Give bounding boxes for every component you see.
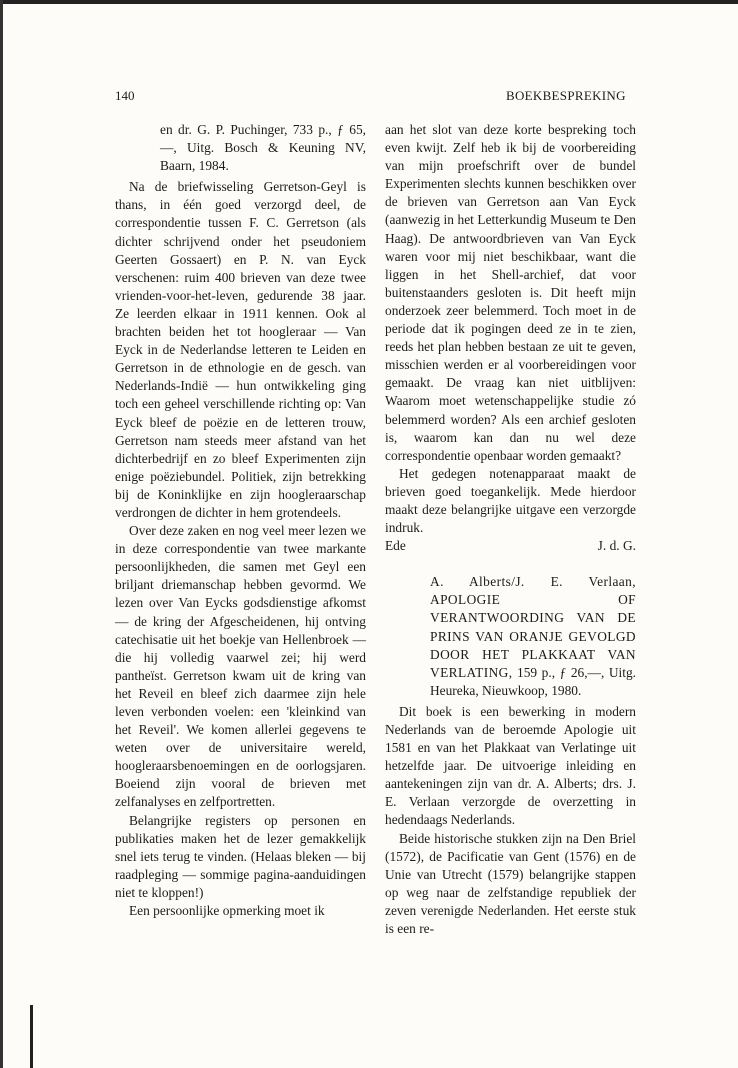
signoff-initials: J. d. G. [597, 538, 636, 554]
body-paragraph-3: Belangrijke registers op personen en publikaties maken het de lezer gemakkelijk snel iets terug te vinden. (Helaas bleken — bij raadpleging — sommige pagina-aanduidingen niet te kloppen!) [115, 812, 366, 900]
review-signoff [385, 537, 636, 555]
scan-edge-bottom-left [30, 1005, 33, 1068]
reference-title: A. Alberts/J. E. Verlaan, APOLOGIE OF VERANTWOORDING VAN DE PRINS VAN ORANJE GEVOLGD DOOR HET PLAKKAAT VAN VERLATING, [430, 574, 636, 680]
body-paragraph-notes: Het gedegen notenapparaat maakt de brieven goed toegankelijk. Mede hierdoor maakt deze belangrijke uitgave een verzorgde indruk. [385, 465, 636, 536]
page-number: 140 [115, 88, 135, 103]
book-reference [385, 573, 636, 700]
right-column [385, 121, 636, 938]
body-paragraph-review-2: Beide historische stukken zijn na Den Briel (1572), de Pacificatie van Gent (1576) en de Unie van Utrecht (1579) belangrijke stappen op weg naar de zelfstandige republiek der zeven verenigde Nederlanden. Het eerste stuk is een re- [385, 830, 636, 937]
signoff-place: Ede [385, 538, 406, 554]
body-paragraph-2: Over deze zaken en nog veel meer lezen we in deze correspondentie van twee markante persoonlijkheden, die samen met Geyl een briljant driemanschap hebben gevormd. We lezen over Van Eycks godsdienstige afkomst — de kring der Afgescheidenen, hij ontving catechisatie uit het boekje van Hellenbroek — die hij volledig vaarwel zei; hij werd pantheïst. Gerretson kwam uit de kring van het Reveil en bleef zich daarmee zijn hele leven verbonden voelen: een 'kleinkind van het Reveil'. We komen allerlei gegevens te weten over de universitaire wereld, hoogleraarsbenoemingen en de oorlogsjaren. Boeiend zijn vooral de brieven met zelfanalyses en zelfportretten. [115, 523, 366, 810]
body-paragraph-1: Na de briefwisseling Gerretson-Geyl is thans, in één goed verzorgd deel, de correspondentie tussen F. C. Gerretson (als dichter schrijvend onder het pseudoniem Geerten Gossaert) en P. N. van Eyck verschenen: ruim 400 brieven van deze twee vrienden-voor-het-leven, gedurende 38 jaar. Ze leerden elkaar in 1911 kennen. Ook al brachten beiden het tot hoogleraar — Van Eyck in de Nederlandse letteren te Leiden en Gerretson in de ethnologie en de gesch. van Nederlands-Indië — hun ontwikkeling ging toch een geheel verschillende richting op: Van Eyck bleef de poëzie en de letteren trouw, Gerretson nam steeds meer afstand van het dichterbedrijf en zo bleef Experimenten zijn enige poëziebundel. Politiek, zijn betrekking bij de Koninklijke en zijn hoogleraarschap verdrongen de dichter in hem grotendeels. [115, 179, 366, 520]
body-paragraph-review-1: Dit boek is een bewerking in modern Nederlands van de beroemde Apologie uit 1581 en van het Plakkaat van Verlatinge uit hetzelfde jaar. De uitvoerige inleiding en aantekeningen zijn van dr. A. Alberts; drs. J. E. Verlaan verzorgde de overzetting in hedendaags Nederlands. [385, 703, 636, 828]
body-paragraph-4: Een persoonlijke opmerking moet ik [129, 903, 325, 919]
running-header: BOEKBESPREKING [506, 88, 626, 103]
body-continuation: aan het slot van deze korte bespreking toch even kwijt. Zelf heb ik bij de voorbereiding van mijn proefschrift over de bundel Experimenten slechts kunnen beschikken over de brieven van Gerretson aan Van Eyck (aanwezig in het Letterkundig Museum te Den Haag). De antwoordbrieven van Van Eyck waren voor mij niet beschikbaar, want die liggen in het Shell-archief, dat voor buitenstaanders gesloten is. Dit heeft mijn onderzoek zeer belemmerd. Toch moet in de periode dat ik pogingen deed ze in te zien, reeds het plan hebben bestaan ze uit te geven, misschien werden er al voorbereidingen voor gemaakt. De vraag kan niet uitblijven: Waarom moet wetenschappelijke studie zó belemmerd worden? Als een archief gesloten is, waarom kan dan nu wel deze correspondentie openbaar worden gemaakt? [385, 122, 636, 463]
scan-edge-left [0, 0, 3, 1068]
reference-text [430, 573, 636, 700]
reference-text: en dr. G. P. Puchinger, 733 p., ƒ 65,—, Uitg. Bosch & Keuning NV, Baarn, 1984. [160, 122, 366, 174]
scan-edge-top [0, 0, 738, 4]
left-column [115, 121, 366, 920]
book-reference-continuation [115, 121, 366, 175]
reference-details: 159 p., ƒ 26,—, Uitg. Heureka, Nieuwkoop, 1980. [430, 664, 636, 698]
